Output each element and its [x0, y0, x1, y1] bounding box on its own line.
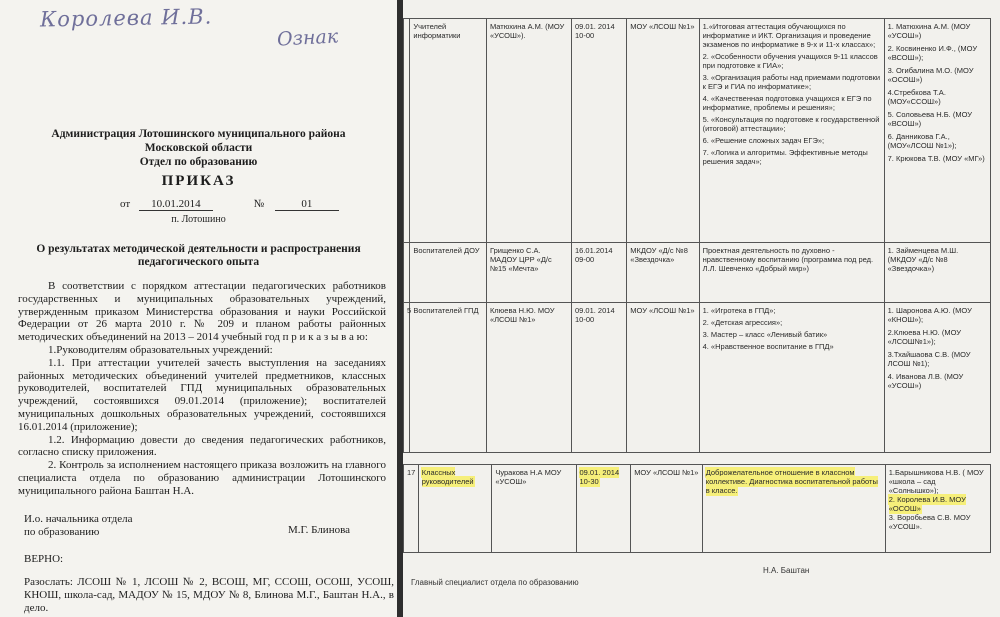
- row-teachers: [884, 19, 990, 243]
- distribution-list: Разослать: ЛСОШ № 1, ЛСОШ № 2, ВСОШ, МГ, ССОШ, ОСОШ, УСОШ, КНОШ, школа-сад, МАДОУ № 15, МДОУ № 8, Блинова М.Г., Баштан Н.А., в дело.: [24, 576, 394, 614]
- teacher-entry: 4. Иванова Л.В. (МОУ «УСОШ»): [887, 372, 964, 390]
- topic-item: 2. «Детская агрессия»;: [702, 318, 783, 327]
- signature-name: М.Г. Блинова: [288, 524, 351, 536]
- row-speaker: Матюхина А.М. (МОУ «УСОШ»).: [486, 19, 571, 243]
- footer-signature-name: Н.А. Баштан: [763, 566, 810, 575]
- teacher-entry: 3. Огибалина М.О. (МОУ «ОСОШ»): [887, 66, 974, 84]
- row-group: Учителей информатики: [410, 19, 487, 243]
- table-row: [404, 19, 991, 243]
- topic-item: 7. «Логика и алгоритмы. Эффективные методы решения задач»;: [702, 148, 868, 166]
- appendix-table-bottom: [403, 464, 991, 553]
- order-place: п. Лотошино: [171, 214, 226, 225]
- order-paragraph: 1.2. Информацию довести до сведения педагогических работников, согласно списку приложения.: [18, 433, 386, 459]
- topic-item: 1.«Итоговая аттестация обучающихся по информатике и ИКТ. Организация и проведение экзаменов по информатике в 9-х и 11-х классах»;: [702, 22, 876, 49]
- highlighted-teacher: 2. Королева И.В. МОУ «ОСОШ»: [888, 495, 966, 513]
- teacher-entry: 3.Тхайшаова С.В. (МОУ ЛСОШ №1);: [887, 350, 971, 368]
- row-venue: МКДОУ «Д/с №8 «Звездочка»: [627, 243, 699, 303]
- topic-item: 3. Мастер – класс «Ленивый батик»: [702, 330, 828, 339]
- highlighted-group: Классных руководителей: [421, 468, 474, 486]
- order-date-line: [120, 198, 339, 211]
- row-number: 5: [404, 303, 410, 453]
- footer-signature-role: Главный специалист отдела по образованию: [411, 578, 579, 587]
- teacher-entry: 7. Крюкова Т.В. (МОУ «МГ»): [887, 154, 985, 163]
- row-date: 09.01. 2014 10-00: [572, 303, 627, 453]
- row-speaker: Грищенко С.А. МАДОУ ЦРР «Д/с №15 «Мечта»: [486, 243, 571, 303]
- row-topic: [702, 465, 885, 553]
- teacher-entry: 1. Займенцева М.Ш. (МКДОУ «Д/с №8 «Звездочка»): [887, 246, 959, 273]
- teacher-entry: 1.Барышникова Н.В. ( МОУ «школа – сад «Солнышко»);: [888, 468, 984, 495]
- row-date: 09.01. 2014 10-00: [572, 19, 627, 243]
- topic-item: 4. «Нравственное воспитание в ГПД»: [702, 342, 834, 351]
- row-topics: [699, 303, 884, 453]
- topic-item: 2. «Особенности обучения учащихся 9-11 классов при подготовке к ГИА»;: [702, 52, 878, 70]
- row-teachers: [884, 243, 990, 303]
- org-department: Отдел по образованию: [139, 156, 258, 168]
- order-paragraph: В соответствии с порядком аттестации педагогических работников государственных и муниципальных образовательных учреждений, утвержденным приказом Министерства образования и науки Российской Федерации от 26 марта 2010 г. № 209 и планом работы районных методических объединений на 2013 – 2014 учебный год п р и к а з ы в а ю:: [18, 280, 386, 344]
- topic-item: 3. «Организация работы над приемами подготовки к ЕГЭ и ГИА по информатике»;: [702, 73, 881, 91]
- row-topics: [699, 243, 884, 303]
- table-row: [404, 465, 991, 553]
- row-date: [576, 465, 631, 553]
- row-teachers: [885, 465, 990, 553]
- number-sign: №: [253, 198, 265, 210]
- order-subject: О результатах методической деятельности и распространения: [36, 243, 361, 255]
- row-venue: МОУ «ЛСОШ №1»: [627, 19, 699, 243]
- verified-label: ВЕРНО:: [24, 553, 64, 565]
- row-speaker: Клюева Н.Ю. МОУ «ЛСОШ №1»: [486, 303, 571, 453]
- teacher-entry: [889, 495, 987, 513]
- row-group: [418, 465, 492, 553]
- row-venue: МОУ «ЛСОШ №1»: [631, 465, 703, 553]
- handwritten-surname: Королева И.В.: [39, 4, 213, 32]
- teacher-entry: 2. Косвиненко И.Ф., (МОУ «ВСОШ»);: [887, 44, 978, 62]
- order-subject-cont: педагогического опыта: [137, 256, 260, 268]
- org-name: Администрация Лотошинского муниципального района: [51, 128, 346, 140]
- row-venue: МОУ «ЛСОШ №1»: [627, 303, 699, 453]
- signature-role-line: И.о. начальника отдела: [24, 513, 133, 525]
- date-prefix: от: [120, 198, 131, 210]
- row-date: 16.01.2014 09-00: [572, 243, 627, 303]
- table-row: [404, 243, 991, 303]
- teacher-entry: 3. Воробьева С.В. МОУ «УСОШ».: [888, 513, 971, 531]
- org-region: Московской области: [144, 142, 253, 154]
- appendix-table: [403, 18, 991, 453]
- order-paragraph: 1.1. При аттестации учителей зачесть выступления на заседаниях районных методических объединений учителей предметников, классных руководителей, воспитателей ГПД муниципальных образовательных учреждений, состоявшихся 09.01.2014 (приложение); воспитателей муниципальных дошкольных образовательных учреждений, состоявшихся 16.01.2014 (приложение);: [18, 356, 386, 433]
- topic-item: Проектная деятельность по духовно - нравственному воспитанию (программа под ред. Л.Л. Шевченко «Добрый мир»): [702, 246, 874, 273]
- row-topics: [699, 19, 884, 243]
- order-paragraph: 1.Руководителям образовательных учреждений:: [48, 343, 273, 356]
- order-paragraph: 2. Контроль за исполнением настоящего приказа возложить на главного специалиста отдела по образованию администрации Лотошинского муниципального района Баштан Н.А.: [18, 459, 386, 497]
- teacher-entry: 4.Стребкова Т.А. (МОУ«ССОШ»): [887, 88, 946, 106]
- teacher-entry: 1. Шаронова А.Ю. (МОУ «КНОШ»);: [887, 306, 972, 324]
- row-teachers: [884, 303, 990, 453]
- order-date: 10.01.2014: [139, 198, 213, 211]
- order-number: 01: [275, 198, 339, 211]
- topic-item: 4. «Качественная подготовка учащихся к ЕГЭ по информатике, проблемы и решения»;: [702, 94, 872, 112]
- row-number: 17: [404, 465, 419, 553]
- row-group: Воспитателей ДОУ: [410, 243, 487, 303]
- highlighted-date: 09.01. 2014 10-30: [579, 468, 620, 486]
- teacher-entry: 1. Матюхина А.М. (МОУ «УСОШ»): [887, 22, 971, 40]
- table-row: [404, 303, 991, 453]
- topic-item: 5. «Консультация по подготовке к государственной (итоговой) аттестации»;: [702, 115, 880, 133]
- appendix-page: [403, 0, 1000, 617]
- row-speaker: Чуракова Н.А МОУ «УСОШ»: [492, 465, 576, 553]
- order-page: [0, 0, 397, 617]
- topic-item: 1. «Игротека в ГПД»;: [702, 306, 776, 315]
- teacher-entry: 2.Клюева Н.Ю. (МОУ «ЛСОШ№1»);: [887, 328, 961, 346]
- handwritten-acknowledgement: Ознак: [276, 25, 339, 51]
- document-title: ПРИКАЗ: [161, 173, 236, 189]
- teacher-entry: 5. Соловьева Н.Б. (МОУ «ВСОШ»): [887, 110, 973, 128]
- order-body: [18, 280, 386, 498]
- topic-item: 6. «Решение сложных задач ЕГЭ»;: [702, 136, 825, 145]
- signature-role-line: по образованию: [24, 526, 100, 538]
- highlighted-topic: Доброжелательное отношение в классном коллективе. Диагностика воспитательной работы в классе.: [705, 468, 878, 495]
- row-group: Воспитателей ГПД: [410, 303, 487, 453]
- teacher-entry: 6. Данникова Г.А., (МОУ«ЛСОШ №1»);: [887, 132, 957, 150]
